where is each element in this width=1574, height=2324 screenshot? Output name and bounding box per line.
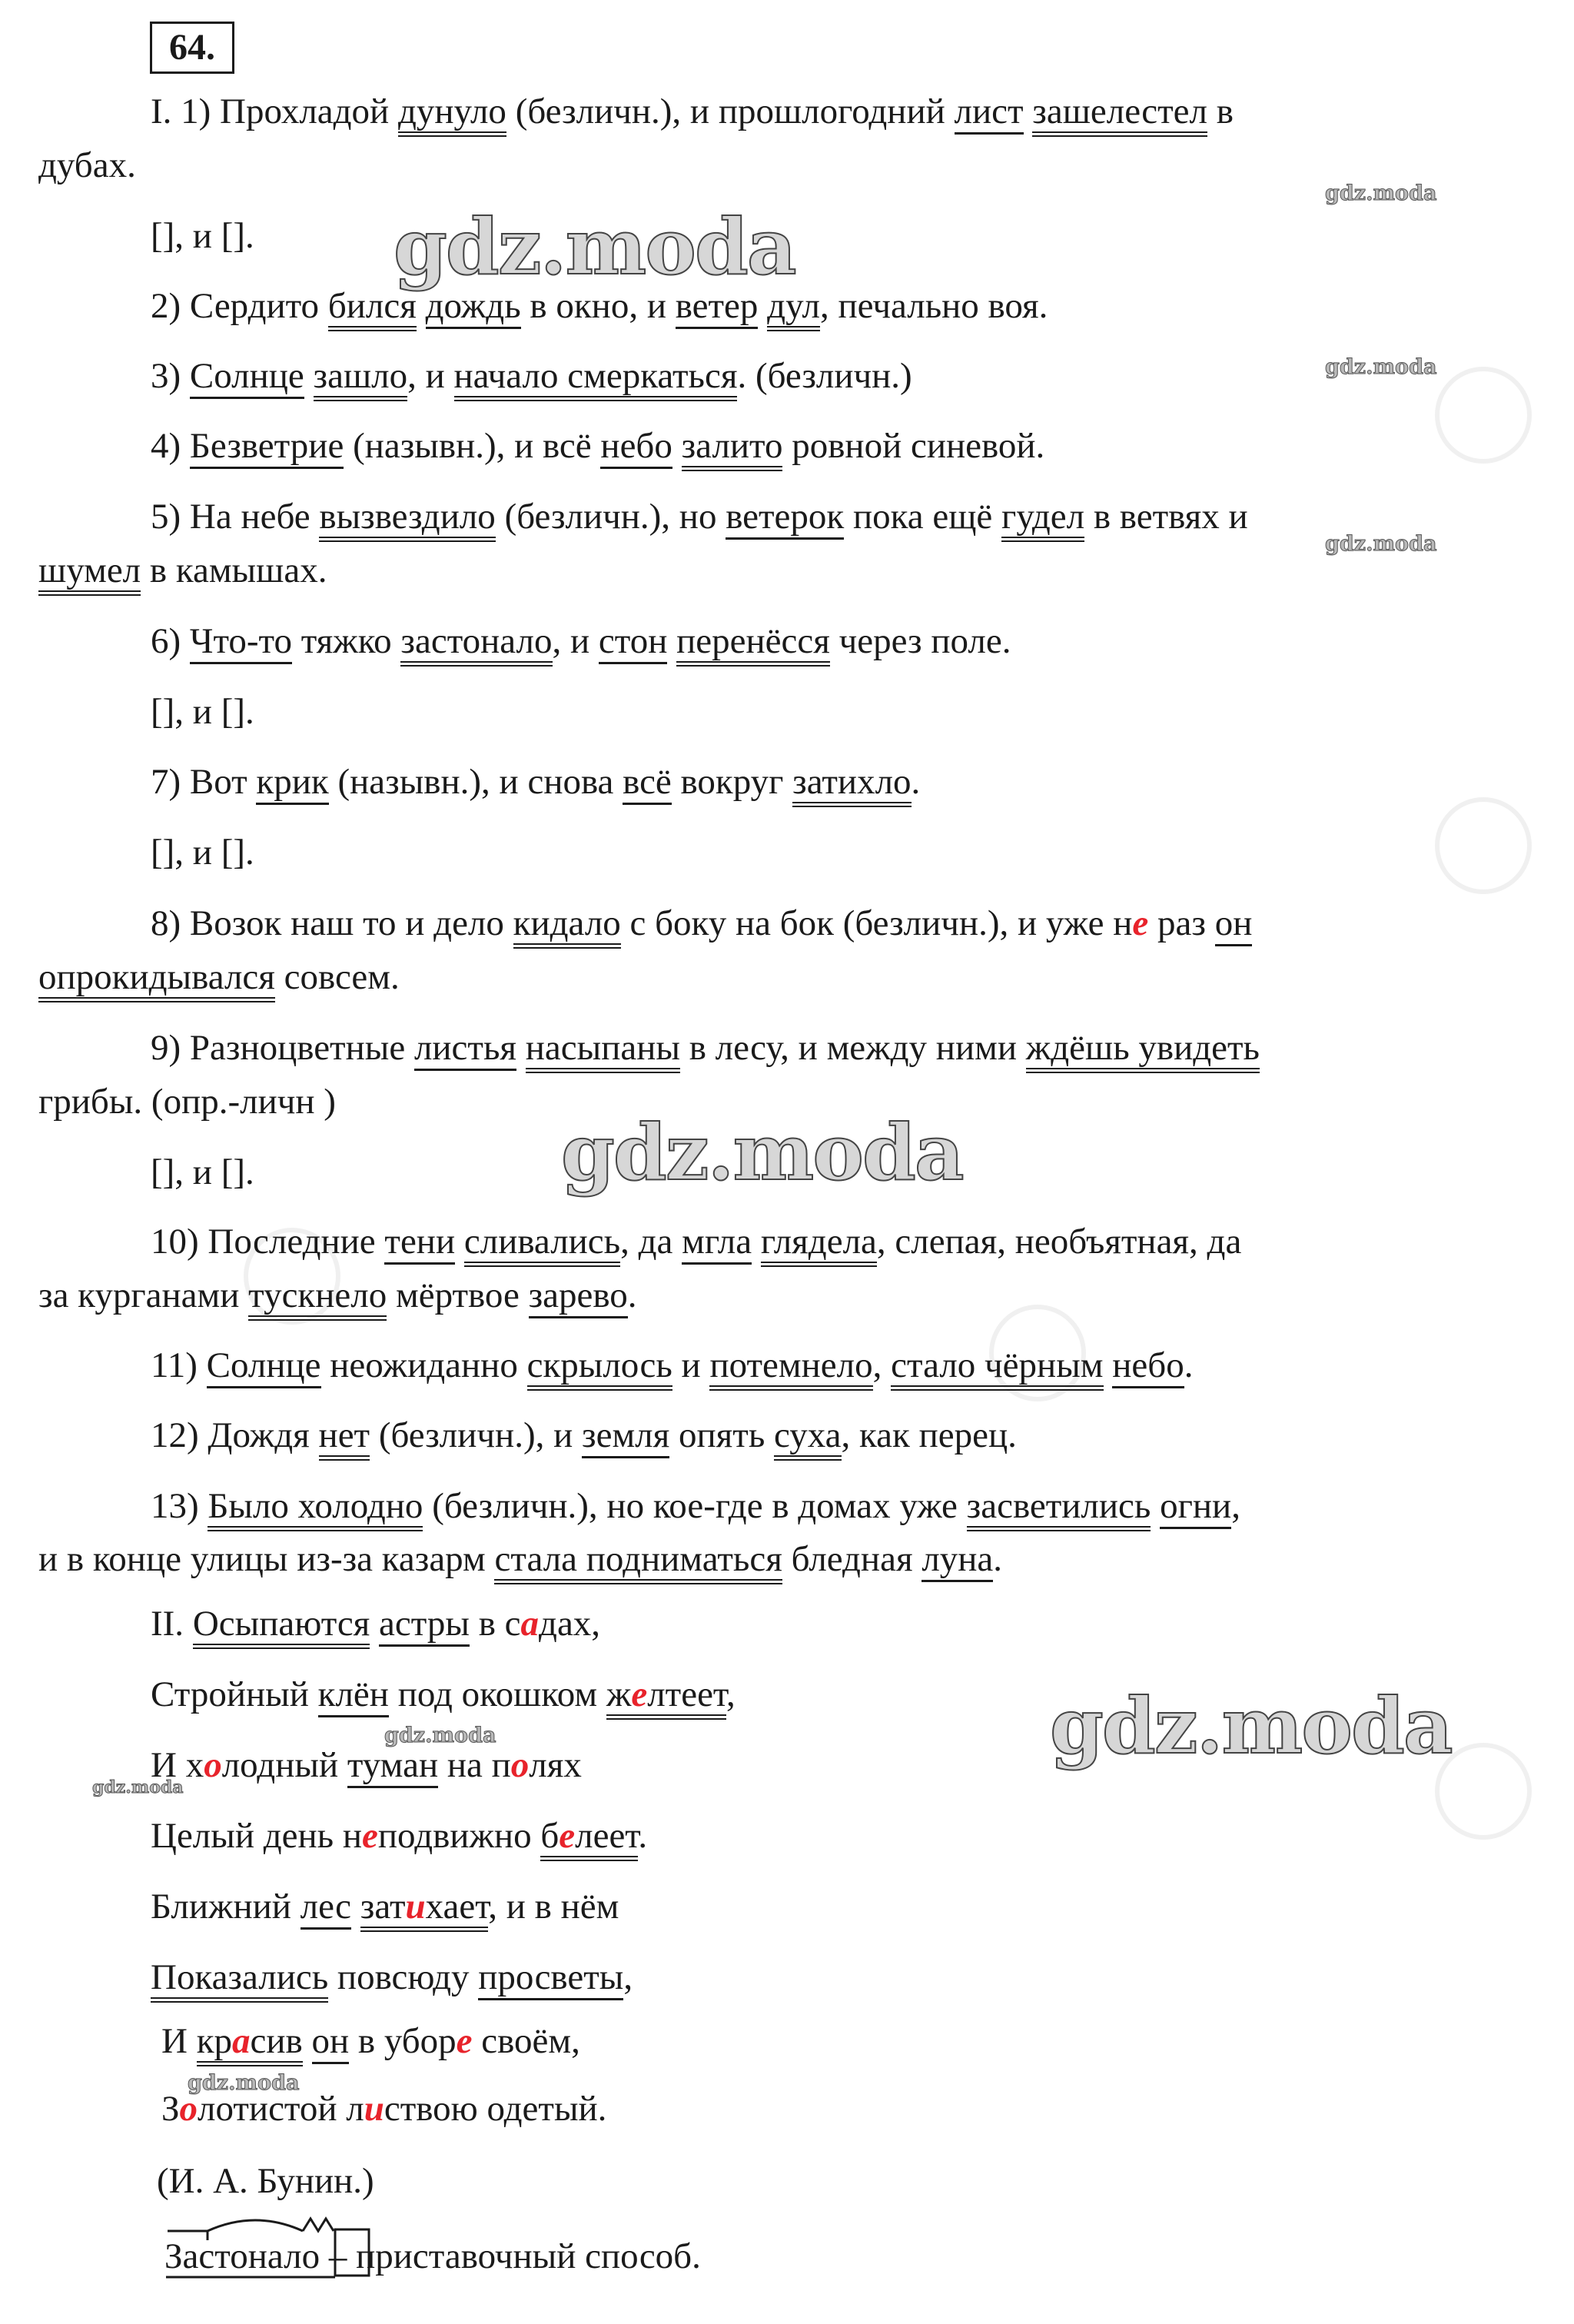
watermark-small-2: gdz.moda (1325, 355, 1437, 379)
scheme-3: [], и []. (151, 833, 254, 873)
poem-line-7: И красив он в уборе своём, (161, 2018, 580, 2064)
watermark-small-3: gdz.moda (1325, 532, 1437, 556)
sentence-3: 3) Солнце зашло, и начало смеркаться. (безличн.) (151, 353, 912, 399)
sentence-8-cont: опрокидывался совсем. (38, 954, 400, 1000)
watermark-small-5: gdz.moda (92, 1777, 184, 1797)
sentence-11: 11) Солнце неожиданно скрылось и потемнело, стало чёрным небо. (151, 1342, 1193, 1388)
poem-line-6: Показались повсюду просветы, (151, 1954, 633, 2000)
morpheme-scheme (161, 2214, 377, 2283)
poem-line-8: Золотистой листвою одетый. (161, 2089, 607, 2129)
scheme-1: [], и []. (151, 216, 254, 256)
watermark-2: gdz.moda (561, 1107, 963, 1198)
sentence-9: 9) Разноцветные листья насыпаны в лесу, и между ними ждёшь увидеть (151, 1025, 1260, 1071)
watermark-1: gdz.moda (394, 201, 795, 292)
poem-line-5: Ближний лес затихает, и в нём (151, 1883, 619, 1930)
watermark-small-1: gdz.moda (1325, 181, 1437, 205)
sentence-1-cont: дубах. (38, 145, 136, 185)
sentence-2: 2) Сердито бился дождь в окно, и ветер дул, печально воя. (151, 283, 1048, 329)
sentence-13: 13) Было холодно (безличн.), но кое-где в домах уже засветились огни, (151, 1483, 1240, 1529)
scheme-2: [], и []. (151, 692, 254, 732)
poem-line-4: Целый день неподвижно белеет. (151, 1813, 647, 1859)
sentence-9-cont: грибы. (опр.-личн ) (38, 1082, 336, 1122)
sentence-12: 12) Дождя нет (безличн.), и земля опять суха, как перец. (151, 1412, 1017, 1458)
sentence-6: 6) Что-то тяжко застонало, и стон перенёсся через поле. (151, 618, 1011, 664)
poem-line-1: II. Осыпаются астры в садах, (151, 1601, 600, 1647)
sentence-8: 8) Возок наш то и дело кидало с боку на бок (безличн.), и уже не раз он (151, 900, 1252, 946)
watermark-3: gdz.moda (1050, 1681, 1452, 1771)
sentence-10: 10) Последние тени сливались, да мгла глядела, слепая, необъятная, да (151, 1219, 1241, 1265)
poem-author: (И. А. Бунин.) (157, 2161, 374, 2201)
poem-line-3: И холодный туман на полях (151, 1742, 582, 1788)
sentence-13-cont: и в конце улицы из-за казарм стала подниматься бледная луна. (38, 1536, 1002, 1582)
word-formation-note: Застонало – приставочный способ. (164, 2236, 701, 2276)
poem-line-2: Стройный клён под окошком желтеет, (151, 1671, 736, 1717)
sentence-5: 5) На небе вызвездило (безличн.), но ветерок пока ещё гудел в ветвях и (151, 494, 1248, 540)
scheme-4: [], и []. (151, 1152, 254, 1192)
analyzed-word: Застонало (164, 2236, 320, 2276)
sentence-5-cont: шумел в камышах. (38, 547, 327, 593)
sentence-10-cont: за курганами тускнело мёртвое зарево. (38, 1272, 637, 1318)
sentence-4: 4) Безветрие (назывн.), и всё небо залито ровной синевой. (151, 423, 1044, 469)
exercise-number: 64. (150, 22, 234, 74)
watermark-small-4: gdz.moda (384, 1724, 496, 1747)
watermark-small-6: gdz.moda (188, 2071, 300, 2095)
sentence-1: I. 1) Прохладой дунуло (безличн.), и прошлогодний лист зашелестел в (151, 88, 1234, 135)
sentence-7: 7) Вот крик (назывн.), и снова всё вокруг затихло. (151, 759, 920, 805)
